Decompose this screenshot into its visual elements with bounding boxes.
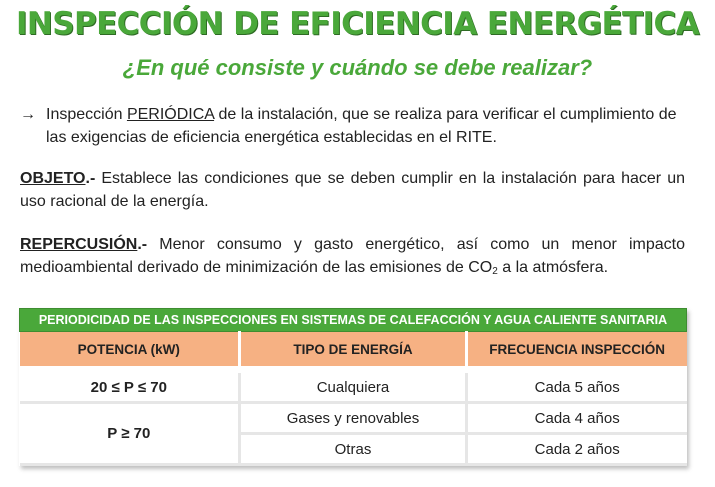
cell-frecuencia: Cada 4 años — [466, 403, 686, 434]
repercusion-text: Menor consumo y gasto energético, así como un menor impacto medioambiental derivado de minimización de las emisiones de CO — [20, 236, 685, 276]
cell-tipo: Gases y renovables — [240, 403, 467, 434]
intro-paragraph — [20, 103, 685, 149]
intro-text-before: Inspección — [46, 106, 127, 123]
repercusion-tail: a la atmósfera. — [497, 259, 609, 276]
objeto-paragraph — [20, 167, 685, 213]
header-potencia: POTENCIA (kW) — [20, 332, 240, 368]
intro-text-line2: las exigencias de eficiencia energética establecidas en el RITE. — [46, 129, 497, 146]
cell-tipo: Otras — [240, 434, 467, 465]
co2-subscript: 2 — [492, 266, 498, 277]
cell-potencia: P ≥ 70 — [20, 403, 240, 465]
header-frecuencia: FRECUENCIA INSPECCIÓN — [466, 332, 686, 368]
intro-keyword: PERIÓDICA — [126, 106, 215, 123]
intro-text-after: de la instalación, que se realiza para verificar el cumplimiento de — [214, 106, 677, 123]
table-row — [20, 403, 687, 434]
page-title: INSPECCIÓN DE EFICIENCIA ENERGÉTICA — [15, 6, 700, 42]
repercusion-paragraph — [20, 233, 685, 283]
repercusion-label: REPERCUSIÓN — [20, 236, 138, 253]
cell-frecuencia: Cada 5 años — [466, 373, 686, 403]
objeto-label: OBJETO — [20, 170, 86, 187]
inspection-table — [19, 308, 687, 466]
page-subtitle: ¿En qué consiste y cuándo se debe realizar? — [122, 55, 593, 80]
cell-frecuencia: Cada 2 años — [466, 434, 686, 465]
objeto-separator: .- — [85, 170, 96, 187]
objeto-text: Establece las condiciones que se deben cumplir en la instalación para hacer un uso racional de la energía. — [20, 170, 685, 210]
arrow-right-icon: → — [20, 106, 36, 123]
header-tipo-energia: TIPO DE ENERGÍA — [240, 332, 467, 368]
cell-potencia: 20 ≤ P ≤ 70 — [20, 373, 240, 403]
cell-tipo: Cualquiera — [240, 373, 467, 403]
repercusion-separator: .- — [137, 236, 148, 253]
table-title: PERIODICIDAD DE LAS INSPECCIONES EN SISTEMAS DE CALEFACCIÓN Y AGUA CALIENTE SANITARIA — [20, 309, 687, 332]
table-row — [20, 373, 687, 403]
